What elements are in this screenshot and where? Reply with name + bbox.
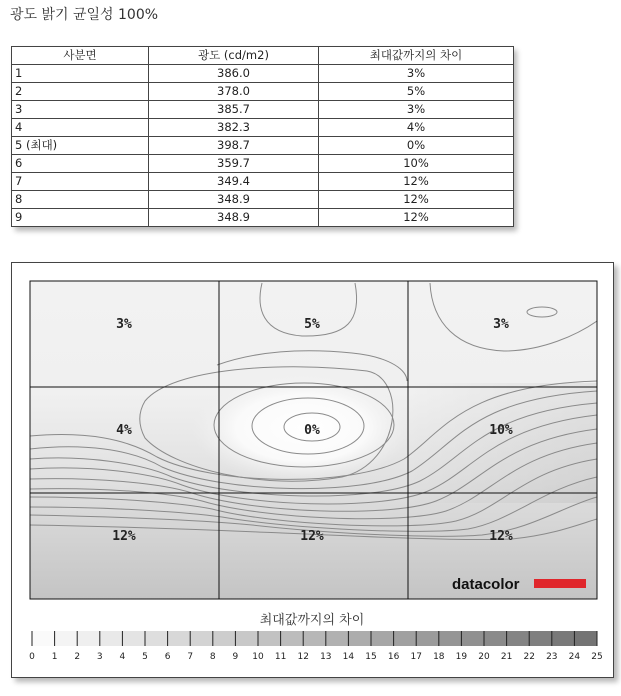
luminance-cell: 359.7 — [149, 155, 319, 173]
luminance-cell: 382.3 — [149, 119, 319, 137]
scale-tick-label: 3 — [96, 652, 103, 662]
datacolor-logo-bar — [534, 579, 586, 588]
legend-title: 최대값까지의 차이 — [259, 613, 365, 628]
difference-cell: 12% — [319, 191, 514, 209]
uniformity-heatmap-panel — [11, 262, 614, 678]
scale-tick-label: 5 — [142, 652, 148, 662]
scale-segment — [303, 631, 326, 646]
quadrant-cell: 7 — [12, 173, 149, 191]
luminance-cell: 385.7 — [149, 101, 319, 119]
scale-tick-label: 20 — [478, 652, 490, 662]
scale-tick-label: 17 — [410, 652, 422, 662]
scale-segment — [190, 631, 213, 646]
quadrant-value-label: 10% — [489, 423, 513, 438]
scale-tick-label: 24 — [568, 652, 581, 662]
scale-segment — [348, 631, 371, 646]
scale-segment — [168, 631, 191, 646]
scale-tick-label: 16 — [387, 652, 400, 662]
scale-tick-label: 18 — [433, 652, 445, 662]
scale-segment — [213, 631, 236, 646]
quadrant-value-label: 0% — [304, 423, 320, 438]
scale-tick-label: 2 — [74, 652, 81, 662]
difference-cell: 12% — [319, 209, 514, 227]
uniformity-table — [11, 46, 514, 227]
table-row — [12, 173, 514, 191]
quadrant-cell: 2 — [12, 83, 149, 101]
scale-tick-label: 23 — [546, 652, 558, 662]
scale-segment — [281, 631, 304, 646]
table-row — [12, 191, 514, 209]
difference-cell: 0% — [319, 137, 514, 155]
scale-segment — [32, 631, 55, 646]
header-quadrant: 사분면 — [12, 47, 149, 65]
luminance-cell: 378.0 — [149, 83, 319, 101]
scale-tick-label: 6 — [164, 652, 171, 662]
luminance-cell: 386.0 — [149, 65, 319, 83]
header-luminance: 광도 (cd/m2) — [149, 47, 319, 65]
scale-tick-label: 0 — [29, 652, 35, 662]
table-row — [12, 209, 514, 227]
scale-segment — [484, 631, 507, 646]
quadrant-value-label: 12% — [300, 529, 324, 544]
quadrant-value-label: 5% — [304, 317, 320, 332]
scale-segment — [145, 631, 168, 646]
scale-segment — [574, 631, 597, 646]
scale-segment — [394, 631, 417, 646]
scale-tick-label: 10 — [252, 652, 264, 662]
scale-segment — [258, 631, 281, 646]
quadrant-value-label: 3% — [116, 317, 132, 332]
scale-tick-label: 22 — [523, 652, 535, 662]
scale-segment — [552, 631, 575, 646]
difference-cell: 3% — [319, 65, 514, 83]
scale-tick-label: 1 — [51, 652, 58, 662]
quadrant-cell: 5 (최대) — [12, 137, 149, 155]
scale-tick-label: 7 — [187, 652, 194, 662]
quadrant-cell: 9 — [12, 209, 149, 227]
datacolor-logo: datacolor — [452, 576, 520, 593]
scale-segment — [122, 631, 145, 646]
table-row — [12, 119, 514, 137]
scale-segment — [507, 631, 530, 646]
difference-cell: 12% — [319, 173, 514, 191]
page-title: 광도 밝기 균일성 100% — [10, 7, 159, 23]
luminance-cell: 348.9 — [149, 209, 319, 227]
table-header-row — [12, 47, 514, 65]
difference-cell: 3% — [319, 101, 514, 119]
scale-segment — [416, 631, 439, 646]
quadrant-value-label: 12% — [489, 529, 513, 544]
scale-segment — [461, 631, 484, 646]
table-row — [12, 137, 514, 155]
scale-tick-label: 11 — [274, 652, 287, 662]
scale-tick-label: 21 — [500, 652, 513, 662]
scale-segment — [77, 631, 100, 646]
table-row — [12, 83, 514, 101]
quadrant-cell: 8 — [12, 191, 149, 209]
luminance-cell: 398.7 — [149, 137, 319, 155]
quadrant-value-label: 3% — [493, 317, 509, 332]
scale-segment — [326, 631, 349, 646]
difference-cell: 10% — [319, 155, 514, 173]
uniformity-heatmap — [12, 263, 613, 677]
scale-tick-label: 9 — [232, 652, 239, 662]
scale-segment — [235, 631, 258, 646]
luminance-cell: 348.9 — [149, 191, 319, 209]
quadrant-cell: 3 — [12, 101, 149, 119]
scale-tick-label: 8 — [209, 652, 216, 662]
difference-cell: 4% — [319, 119, 514, 137]
scale-segment — [439, 631, 462, 646]
quadrant-cell: 1 — [12, 65, 149, 83]
scale-segment — [100, 631, 123, 646]
quadrant-value-label: 4% — [116, 423, 132, 438]
uniformity-table-container — [11, 46, 513, 227]
table-row — [12, 155, 514, 173]
header-difference: 최대값까지의 차이 — [319, 47, 514, 65]
quadrant-cell: 6 — [12, 155, 149, 173]
scale-tick-label: 12 — [297, 652, 309, 662]
scale-segment — [371, 631, 394, 646]
scale-tick-label: 14 — [342, 652, 355, 662]
scale-tick-label: 4 — [119, 652, 126, 662]
scale-segment — [55, 631, 78, 646]
luminance-cell: 349.4 — [149, 173, 319, 191]
difference-cell: 5% — [319, 83, 514, 101]
scale-tick-label: 19 — [455, 652, 468, 662]
table-row — [12, 65, 514, 83]
scale-tick-label: 15 — [365, 652, 377, 662]
table-row — [12, 101, 514, 119]
quadrant-value-label: 12% — [112, 529, 136, 544]
scale-tick-label: 13 — [320, 652, 332, 662]
quadrant-cell: 4 — [12, 119, 149, 137]
scale-tick-label: 25 — [591, 652, 603, 662]
scale-segment — [529, 631, 552, 646]
